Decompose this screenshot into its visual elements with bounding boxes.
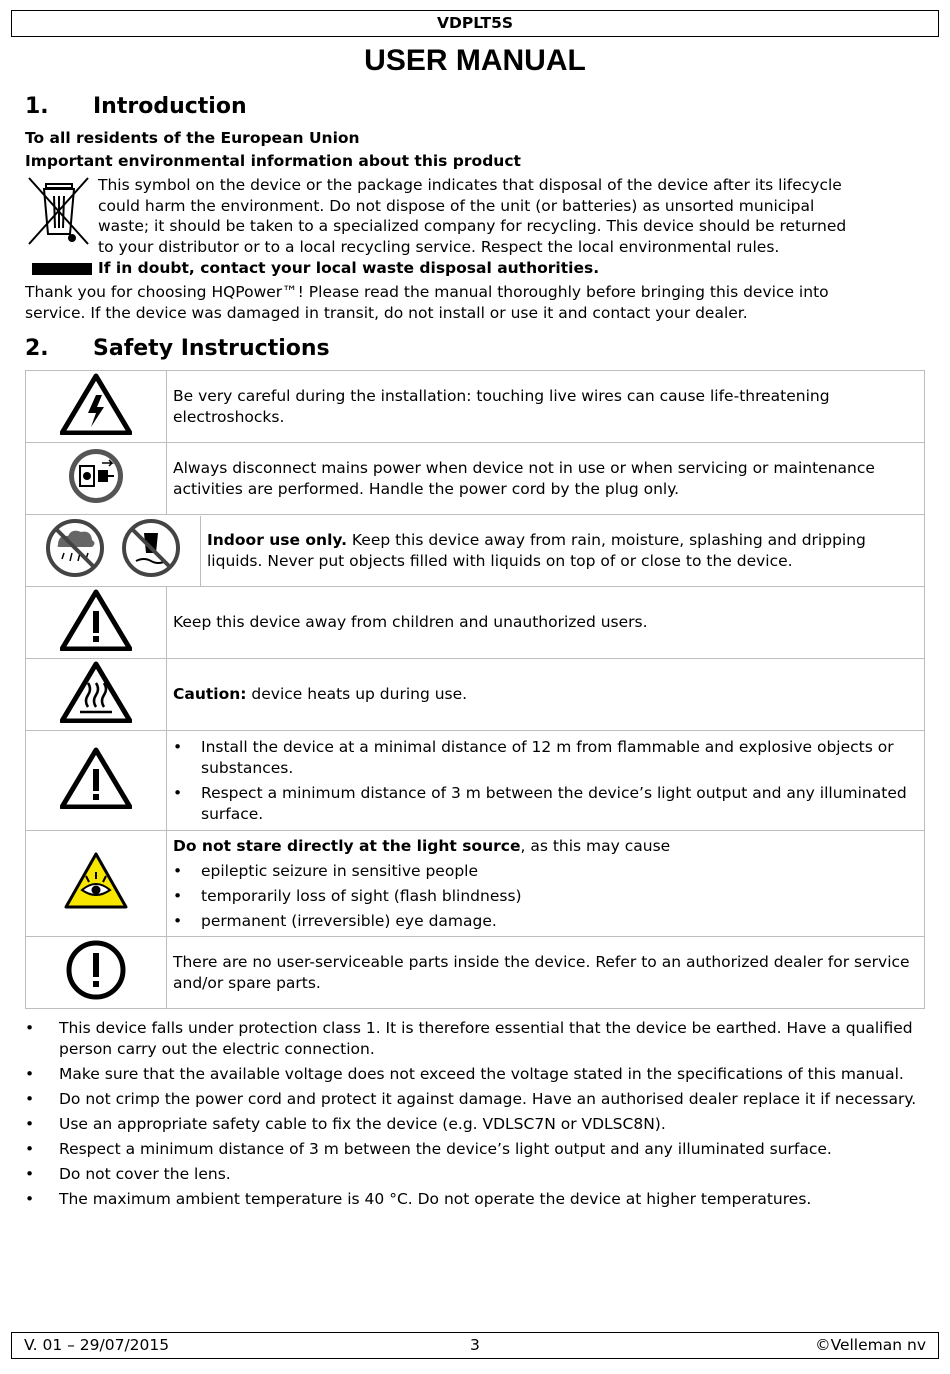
stare-bold: Do not stare directly at the light source [173,836,521,855]
no-rain-icon [44,517,106,579]
black-bar [32,263,92,275]
exclamation-circle-icon [65,939,127,1001]
heat-text [167,659,925,731]
safety-row-indoor [26,515,925,587]
thanks-line: Thank you for choosing HQPower™! Please read the manual thoroughly before bringing this device into [25,283,829,301]
indoor-text [201,516,925,586]
safety-row-service [26,937,925,1009]
footer [11,1332,939,1359]
icon-cell [26,731,167,831]
heat-bold: Caution: [173,685,247,703]
icon-cell [26,937,167,1009]
icon-cell [26,659,167,731]
doubt-text: If in doubt, contact your local waste disposal authorities. [98,259,600,277]
icon-cell [26,443,167,515]
shock-text: Be very careful during the installation: touching live wires can cause life-threatening electroshocks. [167,371,925,443]
icon-cell [26,371,167,443]
list-item: • permanent (irreversible) eye damage. [173,911,918,932]
stare-rest: , as this may cause [520,836,671,855]
stare-list [173,861,918,932]
warning-icon [60,589,132,651]
safety-row-children [26,587,925,659]
indoor-cell [26,515,925,587]
electric-shock-icon [60,373,132,435]
stare-cell [167,831,925,937]
list-item: • Use an appropriate safety cable to fix the device (e.g. VDLSC7N or VDLSC8N). [25,1114,925,1135]
section-title: Introduction [93,94,247,119]
unplug-icon [66,446,126,506]
heat-rest: device heats up during use. [246,685,468,703]
safety-row-distance [26,731,925,831]
service-text: There are no user-serviceable parts inside the device. Refer to an authorized dealer for service and/or spare parts. [167,937,925,1009]
list-item: • epileptic seizure in sensitive people [173,861,918,882]
section-title: Safety Instructions [93,336,330,361]
header-model: VDPLT5S [11,10,939,37]
safety-row-shock [26,371,925,443]
list-item: • Do not cover the lens. [25,1164,925,1185]
list-item: • The maximum ambient temperature is 40 °C. Do not operate the device at higher temperatures. [25,1189,925,1210]
list-item: • Install the device at a minimal distance of 12 m from flammable and explosive objects or substances. [173,737,918,779]
warning-icon [60,747,132,809]
list-item: • This device falls under protection class 1. It is therefore essential that the device be earthed. Have a qualified person carry out the electric connection. [25,1018,925,1060]
safety-row-mains [26,443,925,515]
thanks-text [25,282,829,323]
safety-bullets [25,1018,925,1214]
weee-line: to your distributor or to a local recycling service. Respect the local environmental rules. [98,237,780,256]
footer-copyright: ©Velleman nv [815,1336,926,1354]
indoor-inner [26,516,924,586]
section-number: 2. [25,336,49,361]
children-text: Keep this device away from children and unauthorized users. [167,587,925,659]
hot-surface-icon [60,661,132,723]
weee-line: waste; it should be taken to a specialized company for recycling. This device should be returned [98,217,847,235]
safety-table [25,370,925,1009]
list-item: • Do not crimp the power cord and protect it against damage. Have an authorised dealer replace it if necessary. [25,1089,925,1110]
list-item: • Make sure that the available voltage does not exceed the voltage stated in the specifications of this manual. [25,1064,925,1085]
indoor-bold: Indoor use only. [207,530,347,549]
eu-heading: To all residents of the European Union [25,129,360,147]
icon-cell [26,587,167,659]
no-liquids-icon [120,517,182,579]
page-number: 3 [470,1336,480,1354]
footer-version: V. 01 – 29/07/2015 [24,1336,170,1354]
distance-cell [167,731,925,831]
list-item: • Respect a minimum distance of 3 m between the device’s light output and any illuminated surface. [173,783,918,825]
weee-bin-icon [26,176,92,248]
distance-list [173,737,918,825]
weee-line: could harm the environment. Do not dispose of the unit (or batteries) as unsorted municipal [98,196,815,215]
icon-cell [26,516,201,586]
thanks-line: service. If the device was damaged in transit, do not install or use it and contact your dealer. [25,303,748,322]
safety-row-heat [26,659,925,731]
section-number: 1. [25,94,49,119]
page-title: USER MANUAL [364,44,586,77]
weee-line: This symbol on the device or the package indicates that disposal of the device after its lifecycle [98,176,842,194]
stare-intro [173,836,918,857]
list-item: • Respect a minimum distance of 3 m between the device’s light output and any illuminated surface. [25,1139,925,1160]
weee-text [98,175,846,257]
eye-hazard-icon [64,852,128,910]
indoor-rest: Keep this device away from rain, moisture, splashing and dripping liquids. Never put objects filled with liquids on top of or close to the device. [207,530,866,570]
section-1-heading [25,94,247,119]
icon-cell [26,831,167,937]
env-heading: Important environmental information about this product [25,152,521,170]
list-item: • temporarily loss of sight (flash blindness) [173,886,918,907]
section-2-heading [25,336,330,361]
mains-text: Always disconnect mains power when device not in use or when servicing or maintenance activities are performed. Handle the power cord by the plug only. [167,443,925,515]
safety-row-stare [26,831,925,937]
